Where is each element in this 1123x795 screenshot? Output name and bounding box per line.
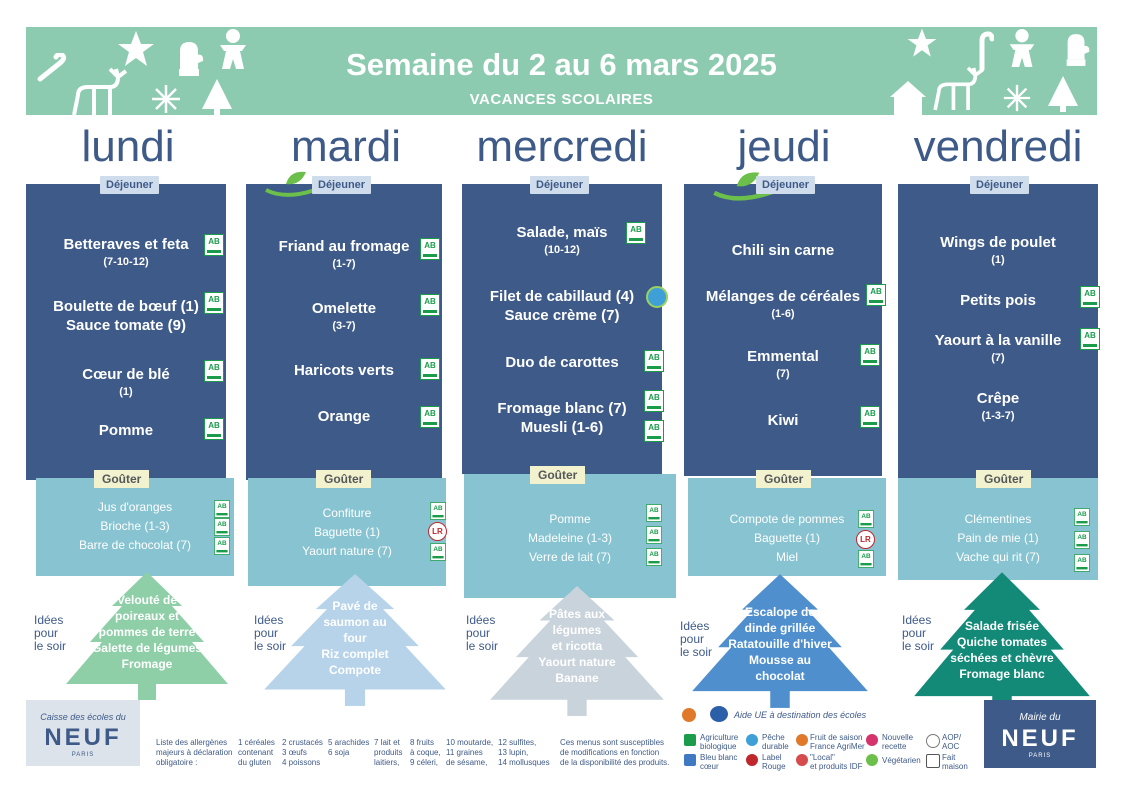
bio-label-icon: AB [1074, 531, 1090, 549]
allergen-col [498, 738, 550, 768]
dish-allergens: (7) [991, 352, 1005, 364]
legend-line: 13 lupin, [498, 748, 529, 757]
snack-item: Madeleine (1-3) [527, 531, 613, 545]
dish-name: Orange [317, 408, 371, 425]
ab-legend-icon [684, 734, 696, 746]
legend-label [700, 753, 737, 771]
legend-label [762, 733, 789, 751]
legend-label [882, 733, 913, 751]
allergen-col [238, 738, 275, 768]
page-subtitle: VACANCES SCOLAIRES [469, 91, 654, 108]
bio-label-icon: AB [204, 418, 224, 440]
lunch-tab: Déjeuner [312, 176, 371, 194]
bio-label-icon: AB [866, 284, 886, 306]
dish-name: Fromage blanc (7) [497, 400, 627, 417]
dish-allergens: (1-3-7) [981, 410, 1015, 422]
dish-name: Crêpe [976, 390, 1020, 407]
logo-line: PARIS [71, 752, 95, 758]
dish [898, 234, 1098, 266]
lunch-panel-jeudi [684, 179, 882, 476]
caisse-des-ecoles-logo [26, 700, 140, 766]
aop-aoc-icon [926, 734, 940, 748]
dish-name: Boulette de bœuf (1) [53, 298, 199, 315]
legend-label [762, 753, 786, 771]
bio-label-icon: AB [214, 500, 230, 518]
legend-line: 14 mollusques [498, 758, 550, 767]
evening-item: Pavé de [332, 599, 378, 613]
legend-line: 4 poissons [282, 758, 321, 767]
legend-line: majeurs à déclaration [156, 748, 233, 757]
snack-item: Vache qui rit (7) [956, 550, 1040, 564]
legend-line: Fait [942, 753, 956, 762]
snack-item: Miel [775, 550, 798, 564]
evening-item: légumes [552, 623, 602, 637]
evening-item: Banane [555, 671, 599, 685]
dish-name: Duo de carottes [505, 354, 619, 371]
day-name-vendredi: vendredi [913, 122, 1083, 171]
legend-line: du gluten [238, 758, 271, 767]
dish-name: Pomme [98, 422, 154, 439]
evening-menu [912, 618, 1092, 682]
legend-line: France AgriMer [810, 742, 865, 751]
idees-line: le soir [254, 639, 287, 653]
bio-label-icon: AB [1074, 508, 1090, 526]
evening-tree-vendredi [912, 570, 1092, 716]
label-rouge-legend-icon [746, 754, 758, 766]
evening-item: Velouté de [116, 593, 178, 607]
dish-name-2: Sauce tomate (9) [65, 317, 187, 334]
lunch-tab: Déjeuner [756, 176, 815, 194]
legend-line: 9 céleri, [410, 758, 439, 767]
legend-line: 1 céréales [238, 738, 275, 747]
bio-label-icon: AB [214, 537, 230, 555]
dish [462, 354, 662, 371]
evening-tree-mardi [262, 572, 448, 708]
evening-item: Pâtes aux [548, 607, 606, 621]
snack-item: Clémentines [964, 512, 1032, 526]
allergen-col [282, 738, 323, 768]
bio-label-icon: AB [214, 518, 230, 536]
legend-label [942, 753, 968, 771]
dish-name: Salade, maïs [516, 224, 608, 241]
legend-line: durable [762, 742, 789, 751]
bio-label-icon: AB [1080, 286, 1100, 308]
dish-name: Chili sin carne [731, 242, 835, 259]
idees-line: pour [254, 626, 279, 640]
evening-item: saumon au [323, 615, 387, 629]
logo-line: Caisse des écoles du [40, 712, 126, 722]
dish [684, 348, 882, 380]
evening-item: four [343, 631, 367, 645]
lunch-panel-mercredi [462, 179, 662, 474]
snowflake-icon [1002, 83, 1032, 113]
evening-item: Compote [329, 663, 381, 677]
legend-line: 8 fruits [410, 738, 435, 747]
peche-durable-icon [646, 286, 668, 308]
dish-allergens: (1) [991, 254, 1005, 266]
bio-label-icon: AB [858, 510, 874, 528]
dish [462, 288, 662, 324]
dish-name: Filet de cabillaud (4) [489, 288, 635, 305]
bio-label-icon: AB [644, 350, 664, 372]
idees-line: le soir [466, 639, 499, 653]
dish [246, 408, 442, 425]
snack-item: Pain de mie (1) [957, 531, 1039, 545]
evening-item: Mousse au [748, 653, 811, 667]
allergen-col [328, 738, 369, 758]
dish-name: Friand au fromage [278, 238, 410, 255]
snack-item: Barre de chocolat (7) [78, 538, 192, 552]
evening-item: poireaux et [114, 609, 180, 623]
day-name-mercredi: mercredi [476, 122, 648, 171]
legend-line: Nouvelle [882, 733, 914, 742]
evening-tree-mercredi [488, 584, 666, 718]
allergen-col [374, 738, 402, 768]
logo-line: PARIS [1028, 753, 1052, 759]
lunch-tab: Déjeuner [530, 176, 589, 194]
gingerbread-icon [214, 27, 252, 71]
reindeer-icon [926, 61, 990, 115]
snack-item: Confiture [322, 506, 372, 520]
bio-label-icon: AB [646, 526, 662, 544]
legend-line: 3 œufs [282, 748, 307, 757]
idees-line: Idées [254, 613, 284, 627]
idees-line: pour [680, 632, 705, 646]
snack-item: Compote de pommes [729, 512, 845, 526]
legend-line: recette [882, 742, 907, 751]
bio-label-icon: AB [204, 360, 224, 382]
lunch-panel-lundi [26, 179, 226, 480]
dish [898, 390, 1098, 422]
idees-label-lundi [34, 614, 66, 653]
idees-line: Idées [34, 613, 64, 627]
gouter-panel-vendredi [898, 472, 1098, 580]
disclaimer [560, 738, 669, 768]
dish [462, 400, 662, 436]
evening-item: Galette de légumes [91, 641, 203, 655]
day-name-mardi: mardi [290, 122, 402, 171]
bio-label-icon: AB [860, 406, 880, 428]
label-rouge-icon: LR [428, 522, 447, 541]
allergen-col [410, 738, 441, 768]
snack-item: Yaourt nature (7) [302, 544, 392, 558]
mairie-logo [984, 700, 1096, 768]
evening-item: Salade frisée [964, 619, 1040, 633]
bio-label-icon: AB [860, 344, 880, 366]
gouter-panel-jeudi [688, 472, 886, 576]
gouter-tab: Goûter [316, 470, 371, 488]
legend-line: 2 crustacés [282, 738, 323, 747]
evening-item: Ratatouille d'hiver [728, 637, 832, 651]
bio-label-icon: AB [204, 234, 224, 256]
nouvelle-recette-icon [866, 734, 878, 746]
legend-line: Liste des allergènes [156, 738, 228, 747]
dish [26, 366, 226, 398]
evening-item: et ricotta [551, 639, 603, 653]
legend-label [882, 756, 921, 765]
legend-line: Bleu blanc [700, 753, 738, 762]
logo-line: NEUF [44, 724, 122, 751]
eu-flag-icon [710, 706, 728, 722]
gouter-tab: Goûter [530, 466, 585, 484]
dish [26, 298, 226, 334]
legend-line: Label [762, 753, 782, 762]
dish-allergens: (3-7) [332, 320, 356, 332]
header-banner [26, 27, 1097, 115]
fruit-icon [682, 708, 696, 722]
legend-line: Agriculture [700, 733, 739, 742]
legend-line: maison [942, 762, 968, 771]
legend-line: laitiers, [374, 758, 400, 767]
idees-line: le soir [34, 639, 67, 653]
allergen-intro [156, 738, 232, 768]
legend-line: de la disponibilité des produits. [560, 758, 670, 767]
evening-item: Yaourt nature [538, 655, 616, 669]
legend-line: contenant [238, 748, 274, 757]
dish-name: Cœur de blé [82, 366, 170, 383]
snowflake-icon [150, 83, 182, 115]
idees-line: le soir [680, 645, 713, 659]
evening-item: Fromage [121, 657, 173, 671]
legend-line: produits [374, 748, 403, 757]
dish [246, 362, 442, 379]
star-icon [116, 29, 156, 69]
day-name-jeudi: jeudi [737, 122, 831, 171]
idees-line: pour [466, 626, 491, 640]
gouter-tab: Goûter [94, 470, 149, 488]
legend-line: Pêche [762, 733, 785, 742]
snack-item: Brioche (1-3) [100, 519, 170, 533]
lunch-panel-vendredi [898, 179, 1098, 478]
dish [684, 412, 882, 429]
snack-item: Baguette (1) [313, 525, 381, 539]
evening-item: Quiche tomates [956, 635, 1048, 649]
evening-item: séchées et chèvre [950, 651, 1054, 665]
evening-item: pommes de terre [98, 625, 196, 639]
bio-label-icon: AB [430, 502, 446, 520]
bio-label-icon: AB [420, 358, 440, 380]
dish-name-2: Muesli (1-6) [520, 419, 604, 436]
snack-item: Baguette (1) [753, 531, 821, 545]
tree-icon [1046, 75, 1080, 113]
evening-item: Fromage blanc [959, 667, 1045, 681]
snack-item: Jus d'oranges [97, 500, 173, 514]
legend-line: Ces menus sont susceptibles [560, 738, 665, 747]
bio-label-icon: AB [858, 550, 874, 568]
legend-label [810, 733, 865, 751]
peche-durable-legend-icon [746, 734, 758, 746]
evening-item: chocolat [755, 669, 805, 683]
tree-icon [200, 79, 234, 115]
dish-allergens: (1-6) [771, 308, 795, 320]
logo-line: NEUF [1001, 725, 1079, 752]
dish-name: Kiwi [767, 412, 799, 429]
evening-menu [64, 592, 230, 672]
dish-name: Betteraves et feta [63, 236, 189, 253]
legend-line: biologique [700, 742, 737, 751]
bio-label-icon: AB [626, 222, 646, 244]
legend-line: 10 moutarde, [446, 738, 494, 747]
evening-tree-jeudi [690, 572, 870, 710]
dish-allergens: (10-12) [544, 244, 580, 256]
lunch-panel-mardi [246, 179, 442, 480]
evening-menu [690, 604, 870, 684]
legend-line: et produits IDF [810, 762, 863, 771]
gouter-tab: Goûter [976, 470, 1031, 488]
idees-line: pour [34, 626, 59, 640]
evening-menu [262, 598, 448, 678]
dish [246, 300, 442, 332]
bio-label-icon: AB [204, 292, 224, 314]
dish-name: Omelette [311, 300, 377, 317]
dish-allergens: (1) [119, 386, 133, 398]
mitten-icon [174, 39, 206, 79]
dish-name: Mélanges de céréales [705, 288, 861, 305]
gouter-tab: Goûter [756, 470, 811, 488]
dish-allergens: (7) [776, 368, 790, 380]
dish [898, 332, 1098, 364]
dish-name: Wings de poulet [940, 234, 1056, 251]
fruit-saison-icon [796, 734, 808, 746]
dish-name: Emmental [747, 348, 819, 365]
idees-line: le soir [902, 639, 935, 653]
vegetarien-icon [866, 754, 878, 766]
snack-item: Verre de lait (7) [528, 550, 612, 564]
legend-label [700, 733, 738, 751]
dish-name: Petits pois [960, 292, 1036, 309]
idees-line: Idées [680, 619, 710, 633]
evening-item: Riz complet [321, 647, 389, 661]
dish [684, 242, 882, 259]
gouter-panel-mardi [248, 472, 446, 586]
logo-line: Mairie du [1019, 712, 1061, 723]
house-icon [888, 79, 928, 115]
dish-name: Haricots verts [293, 362, 395, 379]
lunch-tab: Déjeuner [970, 176, 1029, 194]
bio-label-icon: AB [420, 238, 440, 260]
legend-line: 12 sulfites, [498, 738, 537, 747]
legend-line: de modifications en fonction [560, 748, 660, 757]
bio-label-icon: AB [1080, 328, 1100, 350]
evening-item: Escalope de [744, 605, 816, 619]
mitten-icon [1062, 31, 1092, 69]
dish [684, 288, 882, 320]
eu-aid-text: Aide UE à destination des écoles [734, 710, 867, 720]
dish [26, 422, 226, 439]
bio-label-icon: AB [646, 548, 662, 566]
legend-line: de sésame, [446, 758, 488, 767]
legend-label [942, 733, 961, 751]
legend-line: AOC [942, 742, 960, 751]
gouter-panel-mercredi [464, 468, 676, 598]
star-icon [906, 27, 938, 59]
bio-label-icon: AB [646, 504, 662, 522]
bio-label-icon: AB [420, 406, 440, 428]
dish-name-2: Sauce crème (7) [504, 307, 620, 324]
legend-label [810, 753, 862, 771]
evening-item: dinde grillée [744, 621, 816, 635]
dish-allergens: (1-7) [332, 258, 356, 270]
gouter-panel-lundi [36, 472, 234, 576]
legend-line: obligatoire : [156, 758, 198, 767]
bleu-blanc-coeur-icon [684, 754, 696, 766]
legend-line: à coque, [410, 748, 441, 757]
legend-line: Végétarien [882, 756, 921, 765]
allergen-col [446, 738, 493, 768]
gingerbread-icon [1004, 27, 1040, 69]
legend-line: Fruit de saison [810, 733, 863, 742]
legend-line: 7 lait et [374, 738, 400, 747]
legend-line: Rouge [762, 762, 786, 771]
lunch-tab: Déjeuner [100, 176, 159, 194]
dish-allergens: (7-10-12) [103, 256, 149, 268]
fait-maison-icon [926, 754, 940, 768]
legend-line: AOP/ [942, 733, 962, 742]
dish [898, 292, 1098, 309]
legend-line: 11 graines [446, 748, 483, 757]
local-products-icon [796, 754, 808, 766]
idees-line: Idées [466, 613, 496, 627]
idees-line: pour [902, 626, 927, 640]
bio-label-icon: AB [420, 294, 440, 316]
evening-tree-lundi [64, 570, 230, 702]
label-rouge-icon: LR [856, 530, 875, 549]
dish-name: Yaourt à la vanille [934, 332, 1062, 349]
snack-item: Pomme [549, 512, 591, 526]
dish [246, 238, 442, 270]
legend-line: 5 arachides [328, 738, 370, 747]
evening-menu [488, 606, 666, 686]
legend-line: "Local" [810, 753, 835, 762]
dish [26, 236, 226, 268]
legend-line: cœur [700, 762, 719, 771]
bio-label-icon: AB [644, 420, 664, 442]
reindeer-icon [64, 67, 134, 115]
page-title: Semaine du 2 au 6 mars 2025 [346, 47, 777, 82]
legend-line: 6 soja [328, 748, 350, 757]
idees-line: Idées [902, 613, 932, 627]
bio-label-icon: AB [1074, 554, 1090, 572]
day-name-lundi: lundi [81, 122, 175, 171]
bio-label-icon: AB [644, 390, 664, 412]
bio-label-icon: AB [430, 543, 446, 561]
